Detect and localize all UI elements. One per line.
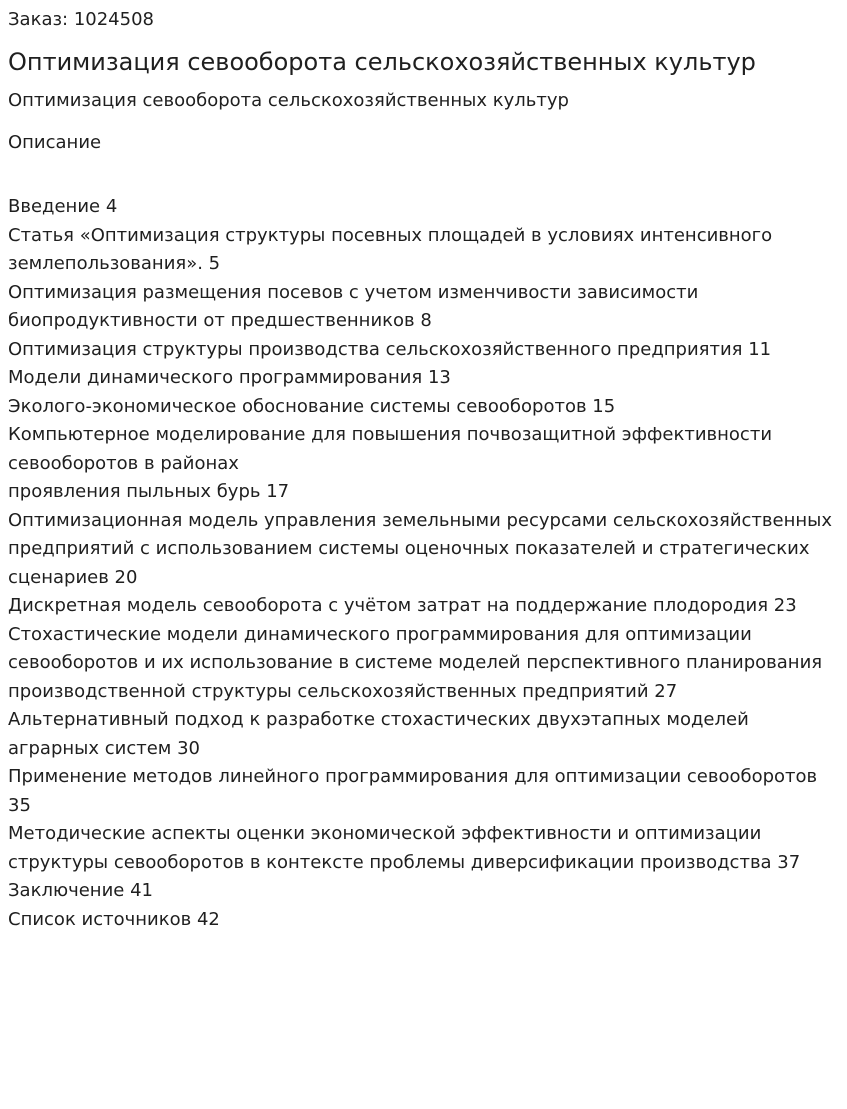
toc-entry — [8, 222, 839, 279]
toc-entry-text: Оптимизация структуры производства сельскохозяйственного предприятия 11 — [8, 338, 772, 360]
toc-entry — [8, 706, 839, 763]
toc-entry — [8, 592, 839, 621]
toc-entry — [8, 877, 839, 906]
toc-entry-text: Альтернативный подход к разработке стохастических двухэтапных моделей аграрных систем 30 — [8, 709, 749, 759]
toc-entry-text: Оптимизация размещения посевов с учетом изменчивости зависимости биопродуктивности от предшественников 8 — [8, 281, 699, 331]
toc-entry-text: Оптимизационная модель управления земельными ресурсами сельскохозяйственных предприятий с использованием системы оценочных показателей и стратегических сценариев 20 — [8, 509, 832, 588]
toc-entry — [8, 507, 839, 593]
toc-entry-text: Список источников 42 — [8, 908, 220, 930]
description-heading: Описание — [8, 132, 102, 153]
toc-entry — [8, 621, 839, 707]
page-title: Оптимизация севооборота сельскохозяйственных культур — [8, 48, 756, 76]
toc-entry-text: Методические аспекты оценки экономической эффективности и оптимизации структуры севооборотов в контексте проблемы диверсификации производства 37 — [8, 823, 801, 873]
table-of-contents — [8, 193, 839, 934]
toc-entry-text: Компьютерное моделирование для повышения почвозащитной эффективности севооборотов в районах — [8, 424, 773, 474]
toc-entry-continuation: проявления пыльных бурь 17 — [8, 481, 290, 502]
toc-entry-text: Дискретная модель севооборота с учётом затрат на поддержание плодородия 23 — [8, 595, 797, 616]
toc-entry — [8, 393, 839, 422]
toc-entry-text: Модели динамического программирования 13 — [8, 367, 451, 388]
toc-entry — [8, 336, 839, 365]
toc-entry-text: Заключение 41 — [8, 880, 153, 901]
toc-entry-text: Статья «Оптимизация структуры посевных площадей в условиях интенсивного землепользования». 5 — [8, 224, 773, 274]
toc-entry-text: Применение методов линейного программирования для оптимизации севооборотов 35 — [8, 766, 818, 816]
toc-entry — [8, 421, 839, 507]
toc-entry — [8, 279, 839, 336]
toc-entry-text: Введение 4 — [8, 196, 118, 217]
order-number: Заказ: 1024508 — [8, 9, 154, 30]
toc-entry — [8, 820, 839, 877]
toc-entry-text: Эколого-экономическое обоснование системы севооборотов 15 — [8, 395, 616, 417]
toc-entry — [8, 193, 839, 222]
toc-entry — [8, 763, 839, 820]
toc-entry — [8, 364, 839, 393]
page-subtitle: Оптимизация севооборота сельскохозяйственных культур — [8, 90, 569, 111]
toc-entry — [8, 906, 839, 935]
toc-entry-text: Стохастические модели динамического программирования для оптимизации севооборотов и их использование в системе моделей перспективного планирования производственной структуры сельскохозяйственных предприятий 27 — [8, 623, 823, 702]
